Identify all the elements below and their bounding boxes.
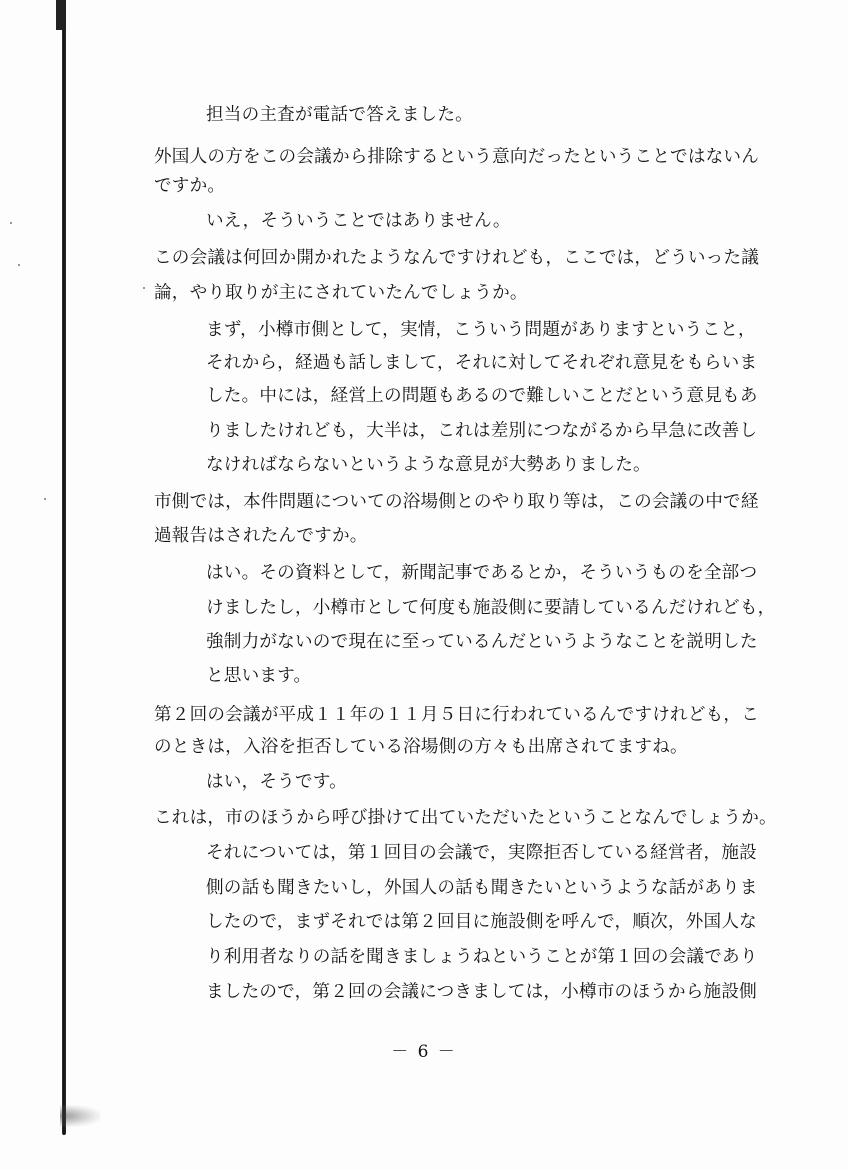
text-line: りましたけれども，大半は，これは差別につながるから早急に改善し	[206, 421, 758, 441]
text-line: ですか。	[154, 176, 226, 196]
text-line: この会議は何回か開かれたようなんですけれども，ここでは，どういった議	[154, 248, 759, 268]
text-line: それから，経過も話しまして，それに対してそれぞれ意見をもらいま	[206, 353, 758, 373]
text-line: はい。その資料として，新聞記事であるとか，そういうものを全部つ	[206, 563, 758, 583]
text-line: 外国人の方をこの会議から排除するという意向だったということではないん	[154, 147, 759, 167]
text-line: 論，やり取りが主にされていたんでしょうか。	[154, 283, 528, 303]
text-line: けましたし，小樽市として何度も施設側に要請しているんだけれども，	[206, 598, 776, 618]
text-line: ましたので，第２回の会議につきましては，小樽市のほうから施設側	[206, 982, 757, 1002]
text-line: り利用者なりの話を聞きましょうねということが第１回の会議であり	[206, 947, 758, 967]
text-line: 市側では，本件問題についての浴場側とのやり取り等は，この会議の中で経	[154, 492, 759, 512]
text-line: 強制力がないので現在に至っているんだというようなことを説明した	[206, 632, 758, 652]
text-line: したので，まずそれでは第２回目に施設側を呼んで，順次，外国人な	[206, 912, 757, 932]
text-line: それについては，第１回目の会議で，実際拒否している経営者，施設	[206, 843, 757, 863]
text-line: 過報告はされたんですか。	[154, 526, 368, 546]
text-line: した。中には，経営上の問題もあるので難しいことだという意見もあ	[206, 386, 758, 406]
text-line: 第２回の会議が平成１１年の１１月５日に行われているんですけれども，こ	[154, 705, 759, 725]
text-line: 担当の主査が電話で答えました。	[206, 105, 473, 125]
text-line: これは，市のほうから呼び掛けて出ていただいたということなんでしょうか。	[154, 808, 777, 828]
text-line: はい，そうです。	[206, 772, 347, 792]
text-line: のときは，入浴を拒否している浴場側の方々も出席されてますね。	[154, 737, 688, 757]
text-line: なければならないというような意見が大勢ありました。	[206, 455, 651, 475]
text-line: 側の話も聞きたいし，外国人の話も聞きたいというような話がありま	[206, 878, 758, 898]
text-line: と思います。	[206, 666, 312, 686]
text-line: まず，小樽市側として，実情，こういう問題がありますということ，	[206, 320, 756, 340]
text-line: いえ，そういうことではありません。	[206, 211, 511, 231]
page-number: － 6 －	[391, 1042, 457, 1062]
